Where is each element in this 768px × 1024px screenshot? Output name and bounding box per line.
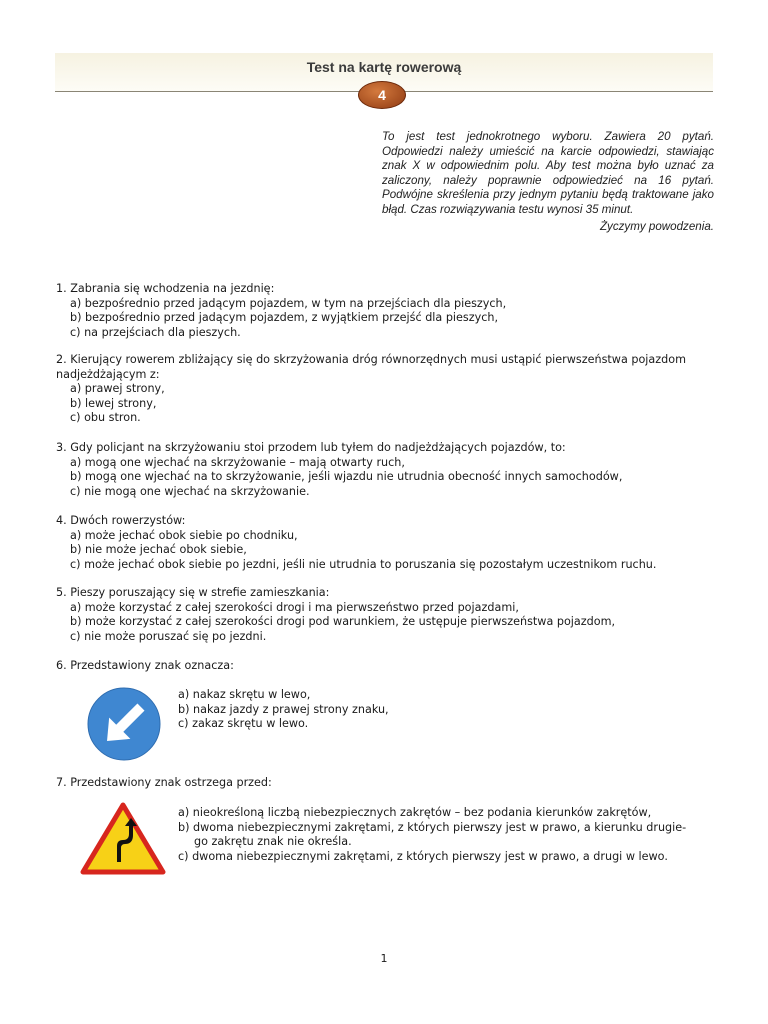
page-number: 1 xyxy=(380,952,388,965)
page-badge: 4 xyxy=(358,81,406,109)
option-c: c) dwoma niebezpiecznymi zakrętami, z których pierwszy jest w prawo, a drugi w lewo. xyxy=(178,849,668,863)
question-number: 1. xyxy=(56,282,67,295)
option-a: a) mogą one wjechać na skrzyżowanie – mają otwarty ruch, xyxy=(70,455,405,469)
question-7-options xyxy=(178,806,686,864)
option-a: a) może jechać obok siebie po chodniku, xyxy=(70,528,298,542)
mandatory-sign-image xyxy=(86,686,162,762)
question-text: Kierujący rowerem zbliżający się do skrzyżowania dróg równorzędnych musi ustąpić pierwszeństwa pojazdom nadjeżdżającym z: xyxy=(56,353,686,381)
option-b: b) nakaz jazdy z prawej strony znaku, xyxy=(178,702,389,716)
option-c: c) na przejściach dla pieszych. xyxy=(70,325,241,339)
question-number: 4. xyxy=(56,514,67,527)
option-b: b) mogą one wjechać na to skrzyżowanie, jeśli wjazdu nie utrudnia obecność innych samochodów, xyxy=(70,470,623,484)
question-6-options xyxy=(178,688,389,732)
question-text: Przedstawiony znak ostrzega przed: xyxy=(70,776,272,789)
option-a: a) nieokreśloną liczbą niebezpiecznych zakrętów – bez podania kierunków zakrętów, xyxy=(178,806,652,819)
question-4 xyxy=(56,514,716,572)
question-text: Zabrania się wchodzenia na jezdnię: xyxy=(70,282,275,295)
page-title: Test na kartę rowerową xyxy=(306,59,462,75)
intro-block xyxy=(382,130,714,234)
intro-text: To jest test jednokrotnego wyboru. Zawiera 20 pytań. Odpowiedzi należy umieścić na karcie odpowiedzi, stawiając znak X w odpowiednim polu. Aby test można było uznać za zaliczony, należy poprawnie odpowiedzieć na 16 pytań. Podwójne skreślenia przy jednym pytaniu będą traktowane jako błąd. Czas rozwiązywania testu wynosi 35 minut. xyxy=(382,130,714,216)
option-b: b) dwoma niebezpiecznymi zakrętami, z których pierwszy jest w prawo, a kierunku drugie- xyxy=(178,820,687,834)
option-a: a) nakaz skrętu w lewo, xyxy=(178,688,311,701)
question-text: Przedstawiony znak oznacza: xyxy=(70,659,234,672)
question-text: Dwóch rowerzystów: xyxy=(70,514,186,527)
yellow-triangle-warning-double-bend-icon xyxy=(80,802,166,876)
question-3 xyxy=(56,441,716,499)
question-6 xyxy=(56,659,716,674)
option-b: b) może korzystać z całej szerokości drogi pod warunkiem, że ustępuje pierwszeństwa pojazdom, xyxy=(70,615,616,629)
question-number: 2. xyxy=(56,353,67,366)
question-number: 5. xyxy=(56,586,67,599)
option-a: a) może korzystać z całej szerokości drogi i ma pierwszeństwo przed pojazdami, xyxy=(70,600,519,614)
option-c: c) nie mogą one wjechać na skrzyżowanie. xyxy=(70,484,310,498)
question-number: 7. xyxy=(56,776,67,789)
option-c: c) zakaz skrętu w lewo. xyxy=(178,717,309,731)
option-b: b) lewej strony, xyxy=(70,396,157,410)
question-7 xyxy=(56,776,716,791)
option-a: a) bezpośrednio przed jadącym pojazdem, w tym na przejściach dla pieszych, xyxy=(70,296,507,310)
question-2 xyxy=(56,353,716,426)
option-a: a) prawej strony, xyxy=(70,382,165,396)
question-text: Gdy policjant na skrzyżowaniu stoi przodem lub tyłem do nadjeżdżających pojazdów, to: xyxy=(70,441,566,454)
question-1 xyxy=(56,282,716,340)
option-b: b) bezpośrednio przed jadącym pojazdem, z wyjątkiem przejść dla pieszych, xyxy=(70,311,499,325)
option-c: c) nie może poruszać się po jezdni. xyxy=(70,629,267,643)
option-b: b) nie może jechać obok siebie, xyxy=(70,543,247,557)
question-5 xyxy=(56,586,716,644)
option-b-continuation: go zakrętu znak nie określa. xyxy=(194,835,352,849)
option-c: c) obu stron. xyxy=(70,411,141,425)
option-c: c) może jechać obok siebie po jezdni, jeśli nie utrudnia to poruszania się pozostałym uczestnikom ruchu. xyxy=(70,557,657,571)
question-number: 3. xyxy=(56,441,67,454)
intro-wishes: Życzymy powodzenia. xyxy=(599,219,714,233)
warning-sign-image xyxy=(80,802,166,876)
question-text: Pieszy poruszający się w strefie zamieszkania: xyxy=(70,586,330,599)
question-number: 6. xyxy=(56,659,67,672)
blue-round-mandatory-sign-arrow-down-right-icon xyxy=(86,686,162,762)
